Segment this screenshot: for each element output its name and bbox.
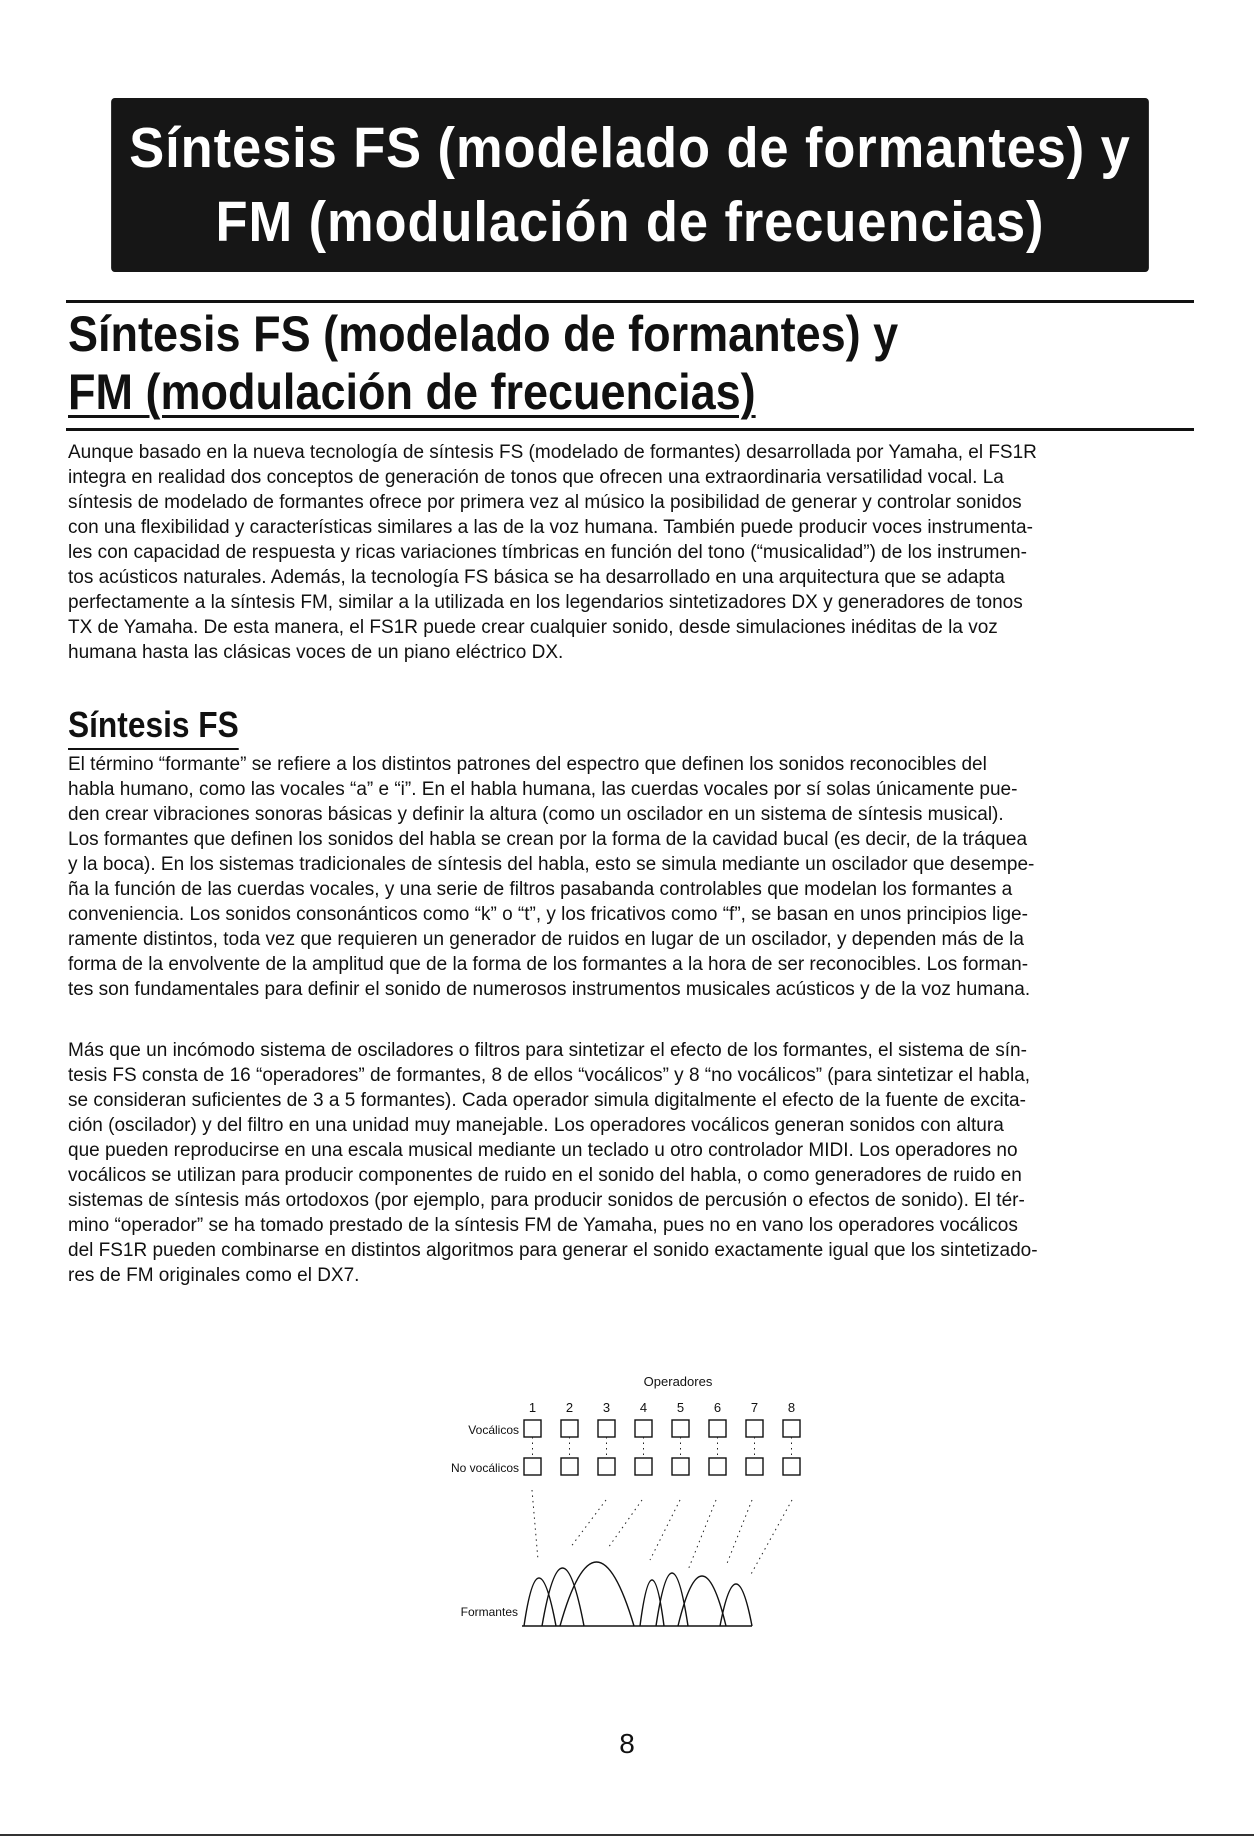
formant-guide xyxy=(608,1500,642,1548)
formant-guide xyxy=(688,1500,716,1570)
formant-guide xyxy=(726,1500,752,1566)
text-line: ramente distintos, toda vez que requieren un generador de ruidos en lugar de un oscilador, y dependen más de la xyxy=(68,929,1024,950)
unvoiced-operator-box xyxy=(561,1458,578,1475)
text-line: conveniencia. Los sonidos consonánticos como “k” o “t”, y los fricativos como “f”, se basan en unos principios lige- xyxy=(68,904,1028,925)
subsection-heading: Síntesis FS xyxy=(68,703,239,750)
operator-number: 6 xyxy=(713,1400,722,1415)
text-line: integra en realidad dos conceptos de generación de tonos que ofrecen una extraordinaria versatilidad vocal. La xyxy=(68,467,1004,488)
operator-number: 8 xyxy=(787,1400,796,1415)
text-line: con una flexibilidad y características similares a las de la voz humana. También puede producir voces instrumenta- xyxy=(68,517,1033,538)
voiced-operator-box xyxy=(709,1420,726,1437)
operator-number: 4 xyxy=(639,1400,648,1415)
text-line: que pueden reproducirse en una escala musical mediante un teclado u otro controlador MIDI. Los operadores no xyxy=(68,1140,1018,1161)
unvoiced-operator-box xyxy=(598,1458,615,1475)
formant-guide xyxy=(650,1500,680,1560)
text-line: humana hasta las clásicas voces de un piano eléctrico DX. xyxy=(68,642,564,663)
paragraph-formants xyxy=(68,752,1192,1002)
text-line: res de FM originales como el DX7. xyxy=(68,1265,360,1286)
text-line: Los formantes que definen los sonidos del habla se crean por la forma de la cavidad bucal (es decir, de la tráquea xyxy=(68,829,1028,850)
text-line: ña la función de las cuerdas vocales, y una serie de filtros pasabanda controlables que modelan los formantes a xyxy=(68,879,1013,900)
text-line: y la boca). En los sistemas tradicionales de síntesis del habla, esto se simula mediante un oscilador que desempe- xyxy=(68,854,1035,875)
text-line: del FS1R pueden combinarse en distintos algoritmos para generar el sonido exactamente igual que los sintetizado- xyxy=(68,1240,1038,1261)
unvoiced-operator-box xyxy=(709,1458,726,1475)
unvoiced-operator-box xyxy=(672,1458,689,1475)
voiced-operator-box xyxy=(561,1420,578,1437)
text-line: tesis FS consta de 16 “operadores” de formantes, 8 de ellos “vocálicos” y 8 “no vocálicos” (para sintetizar el habla, xyxy=(68,1065,1031,1086)
text-line: tes son fundamentales para definir el sonido de numerosos instrumentos musicales acústicos y de la voz humana. xyxy=(68,979,1031,1000)
text-line: síntesis de modelado de formantes ofrece por primera vez al músico la posibilidad de generar y controlar sonidos xyxy=(68,492,1022,513)
text-line: mino “operador” se ha tomado prestado de la síntesis FM de Yamaha, pues no en vano los operadores vocálicos xyxy=(68,1215,1018,1236)
text-line: forma de la envolvente de la amplitud que de la forma de los formantes a la hora de ser reconocibles. Los forman- xyxy=(68,954,1029,975)
formant-guide xyxy=(750,1500,792,1576)
formants-label: Formantes xyxy=(460,1605,518,1619)
formant-guide xyxy=(532,1490,538,1560)
text-line: les con capacidad de respuesta y ricas variaciones tímbricas en función del tono (“musicalidad”) de los instrumen- xyxy=(68,542,1027,563)
operator-number: 2 xyxy=(565,1400,574,1415)
text-line: Aunque basado en la nueva tecnología de síntesis FS (modelado de formantes) desarrollada por Yamaha, el FS1R xyxy=(68,442,1037,463)
voiced-row-label: Vocálicos xyxy=(468,1423,519,1437)
section-heading-line-2: FM (modulación de frecuencias) xyxy=(68,364,756,420)
voiced-operator-box xyxy=(524,1420,541,1437)
text-line: se consideran suficientes de 3 a 5 formantes). Cada operador simula digitalmente el efecto de la fuente de excita- xyxy=(68,1090,1026,1111)
text-line: habla humano, como las vocales “a” e “i”. En el habla humana, las cuerdas vocales por sí solas únicamente pue- xyxy=(68,779,1018,800)
heading-bottom-rule xyxy=(66,428,1194,431)
text-line: vocálicos se utilizan para producir componentes de ruido en el sonido del habla, o como generadores de ruido en xyxy=(68,1165,1022,1186)
formant-peak xyxy=(678,1576,726,1626)
operator-number: 5 xyxy=(676,1400,685,1415)
text-line: sistemas de síntesis más ortodoxos (por ejemplo, para producir sonidos de percusión o efectos de sonido). El tér- xyxy=(68,1190,1025,1211)
voiced-operator-box xyxy=(746,1420,763,1437)
paragraph-operators xyxy=(68,1038,1192,1288)
text-line: Más que un incómodo sistema de osciladores o filtros para sintetizar el efecto de los formantes, el sistema de sín- xyxy=(68,1040,1027,1061)
title-banner xyxy=(111,98,1149,272)
banner-title-line-1: Síntesis FS (modelado de formantes) y xyxy=(129,116,1131,180)
text-line: El término “formante” se refiere a los distintos patrones del espectro que definen los sonidos reconocibles del xyxy=(68,754,987,775)
operator-number: 1 xyxy=(528,1400,537,1415)
voiced-operator-box xyxy=(598,1420,615,1437)
intro-paragraph xyxy=(68,440,1192,665)
unvoiced-operator-box xyxy=(635,1458,652,1475)
formant-peak xyxy=(560,1562,634,1626)
operator-number: 7 xyxy=(750,1400,759,1415)
unvoiced-operator-box xyxy=(746,1458,763,1475)
formant-peak xyxy=(656,1573,688,1626)
unvoiced-operator-box xyxy=(783,1458,800,1475)
page-bottom-rule xyxy=(0,1834,1254,1836)
heading-top-rule xyxy=(66,300,1194,303)
text-line: TX de Yamaha. De esta manera, el FS1R puede crear cualquier sonido, desde simulaciones inéditas de la voz xyxy=(68,617,998,638)
unvoiced-operator-box xyxy=(524,1458,541,1475)
operators-diagram xyxy=(420,1370,860,1650)
unvoiced-row-label: No vocálicos xyxy=(450,1461,519,1475)
text-line: den crear vibraciones sonoras básicas y definir la altura (como un oscilador en un sistema de síntesis musical). xyxy=(68,804,1004,825)
voiced-operator-box xyxy=(635,1420,652,1437)
voiced-operator-box xyxy=(783,1420,800,1437)
page-number: 8 xyxy=(619,1728,635,1759)
banner-title-line-2: FM (modulación de frecuencias) xyxy=(215,190,1045,254)
text-line: tos acústicos naturales. Además, la tecnología FS básica se ha desarrollado en una arquitectura que se adapta xyxy=(68,567,1005,588)
text-line: ción (oscilador) y del filtro en una unidad muy manejable. Los operadores vocálicos generan sonidos con altura xyxy=(68,1115,1004,1136)
operator-number: 3 xyxy=(602,1400,611,1415)
voiced-operator-box xyxy=(672,1420,689,1437)
section-heading-line-1: Síntesis FS (modelado de formantes) y xyxy=(68,306,899,362)
diagram-title: Operadores xyxy=(643,1374,713,1389)
text-line: perfectamente a la síntesis FM, similar a la utilizada en los legendarios sintetizadores DX y generadores de tonos xyxy=(68,592,1023,613)
formant-guide xyxy=(570,1500,606,1548)
